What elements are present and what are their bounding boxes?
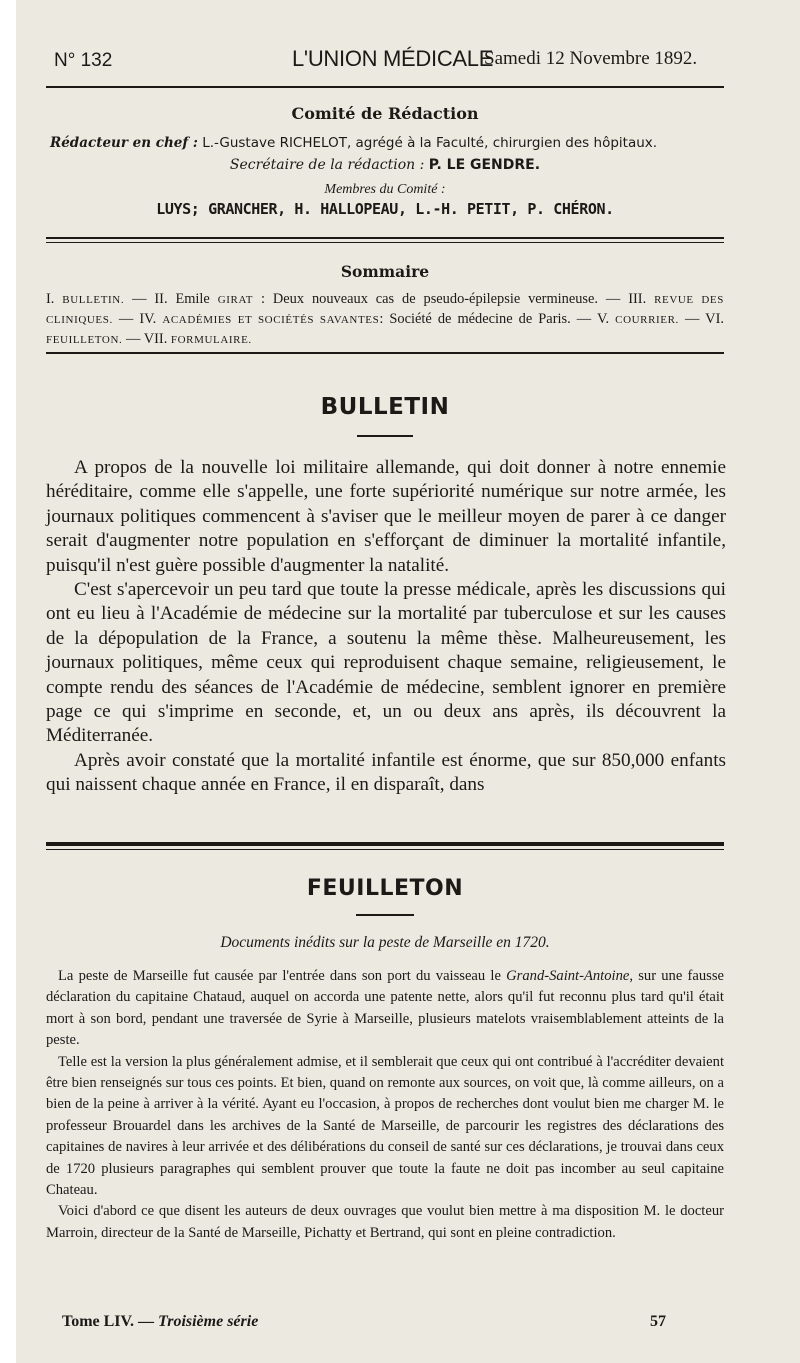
- comite-title: Comité de Rédaction: [291, 104, 479, 123]
- sommaire-item-bulletin: BULLETIN.: [62, 294, 125, 306]
- feuilleton-paragraph: Voici d'abord ce que disent les auteurs de deux ouvrages que voulut bien mettre à ma disposition M. le docteur Marroin, directeur de la Santé de Marseille, Pichatty et Bertrand, qui sont en pleine contradiction.: [46, 1203, 724, 1241]
- membres-list: LUYS; GRANCHER, H. HALLOPEAU, L.-H. PETIT, P. CHÉRON.: [156, 200, 614, 218]
- sommaire-item-revue: REVUE DES CLINIQUES.: [46, 294, 724, 326]
- bulletin-title-rule: [357, 435, 413, 437]
- sommaire-list: [46, 290, 724, 350]
- sommaire-num: I.: [46, 291, 55, 307]
- serie-label: Troisième série: [158, 1313, 259, 1330]
- ship-name: Grand-Saint-Antoine: [506, 968, 630, 984]
- sommaire-num: — VII.: [125, 331, 168, 347]
- secretaire-name: P. LE GENDRE.: [428, 157, 541, 173]
- tome-label: Tome LIV. —: [62, 1313, 155, 1330]
- sommaire-item-feuilleton: FEUILLETON.: [46, 334, 123, 346]
- feuilleton-rule-bottom: [46, 849, 724, 850]
- feuilleton-paragraph: Telle est la version la plus généralement admise, et il semblerait que ceux qui ont contribué à l'accréditer devaient être bien renseignés sur tous ces points. Et bien, quand on remonte aux sources, on voit que, là comme ailleurs, on a bien de la peine à arriver à la vérité. Ayant eu l'occasion, à propos de recherches dont voulut bien me charger M. le professeur Brouardel dans les archives de la Santé de Marseille, de parcourir les registres des déclarations des capitaines de navires à leur arrivée et des délibérations du conseil de santé sur ces déclarations, je trouvai dans ceux de 1720 plusieurs paragraphes qui semblent prouver que toute la faute ne doit pas incomber au seul capitaine Chateau.: [46, 1053, 724, 1199]
- sommaire-num: — II.: [132, 291, 168, 307]
- feuilleton-text: , sur une fausse déclaration du capitaine Chataud, auquel on accorda une patente nette, alors qu'il fut reconnu plus tard qu'il était mort à son bord, pendant une traversée de Syrie à Marseille, plusieurs matelots vraisemblablement atteints de la peste.: [46, 968, 724, 1049]
- feuilleton-title-rule: [356, 914, 414, 916]
- page-number: 57: [650, 1313, 666, 1330]
- sommaire-title: Sommaire: [340, 262, 430, 281]
- sommaire-text: : Société de médecine de Paris. — V.: [379, 311, 610, 327]
- sommaire-author: GIRAT: [217, 294, 254, 306]
- masthead-rule: [46, 86, 724, 88]
- feuilleton-paragraph: [46, 966, 724, 1052]
- document-title: Documents inédits sur la peste de Marseille en 1720.: [220, 934, 550, 951]
- secretaire-label: Secrétaire de la rédaction :: [229, 157, 425, 173]
- comite-rule-top: [46, 237, 724, 239]
- redacteur-text: L.-Gustave RICHELOT, agrégé à la Faculté, chirurgien des hôpitaux.: [202, 135, 658, 151]
- bulletin-paragraph: Après avoir constaté que la mortalité infantile est énorme, que sur 850,000 enfants qui naissent chaque année en France, il en disparaît, dans: [46, 749, 726, 796]
- sommaire-item-formulaire: FORMULAIRE.: [170, 334, 252, 346]
- footer-tome: [62, 1313, 258, 1331]
- redacteur-label: Rédacteur en chef :: [50, 135, 198, 151]
- bulletin-paragraph: A propos de la nouvelle loi militaire allemande, qui doit donner à notre ennemie héréditaire, comme elle s'appelle, une forte supériorité numérique sur notre armée, les journaux politiques commencent à s'aviser que le meilleur moyen de parer à ce danger serait d'augmenter notre population en s'efforçant de diminuer la mortalité infantile, puisqu'il n'est guère possible d'augmenter la natalité.: [46, 457, 726, 576]
- feuilleton-rule-top: [46, 842, 724, 846]
- feuilleton-title: FEUILLETON: [306, 876, 464, 901]
- feuilleton-body: [46, 966, 724, 1244]
- issue-number: N° 132: [54, 50, 113, 71]
- sommaire-item-courrier: COURRIER.: [615, 314, 679, 326]
- comite-rule-bottom: [46, 242, 724, 243]
- sommaire-item-academies: ACADÉMIES ET SOCIÉTÉS SAVANTES: [162, 314, 380, 326]
- sommaire-text: Emile: [175, 291, 210, 307]
- sommaire-rule: [46, 352, 724, 354]
- sommaire-text: : Deux nouveaux cas de pseudo-épilepsie vermineuse. —: [261, 291, 621, 307]
- sommaire-num: — VI.: [684, 311, 724, 327]
- issue-date: Samedi 12 Novembre 1892.: [484, 48, 698, 69]
- bulletin-title: BULLETIN: [320, 394, 450, 420]
- sommaire-num: — IV.: [118, 311, 157, 327]
- bulletin-body: [46, 456, 726, 798]
- feuilleton-text: La peste de Marseille fut causée par l'entrée dans son port du vaisseau le: [58, 968, 501, 984]
- membres-label: Membres du Comité :: [324, 182, 446, 197]
- newspaper-page: [16, 0, 800, 1363]
- bulletin-paragraph: C'est s'apercevoir un peu tard que toute la presse médicale, après les discussions qui ont eu lieu à l'Académie de médecine sur la mortalité par tuberculose et sur les causes de la dépopulation de la France, a soutenu la même thèse. Malheureusement, les journaux politiques, même ceux qui reproduisent chaque semaine, religieusement, le compte rendu des séances de l'Académie de médecine, semblent ignorer en première page ce qui s'imprime en seconde, et, un ou deux ans après, ils découvrent la Méditerranée.: [46, 579, 726, 747]
- redacteur-line: [50, 135, 657, 151]
- journal-title: L'UNION MÉDICALE: [292, 46, 494, 71]
- secretaire-line: [46, 157, 724, 173]
- sommaire-num: III.: [628, 291, 647, 307]
